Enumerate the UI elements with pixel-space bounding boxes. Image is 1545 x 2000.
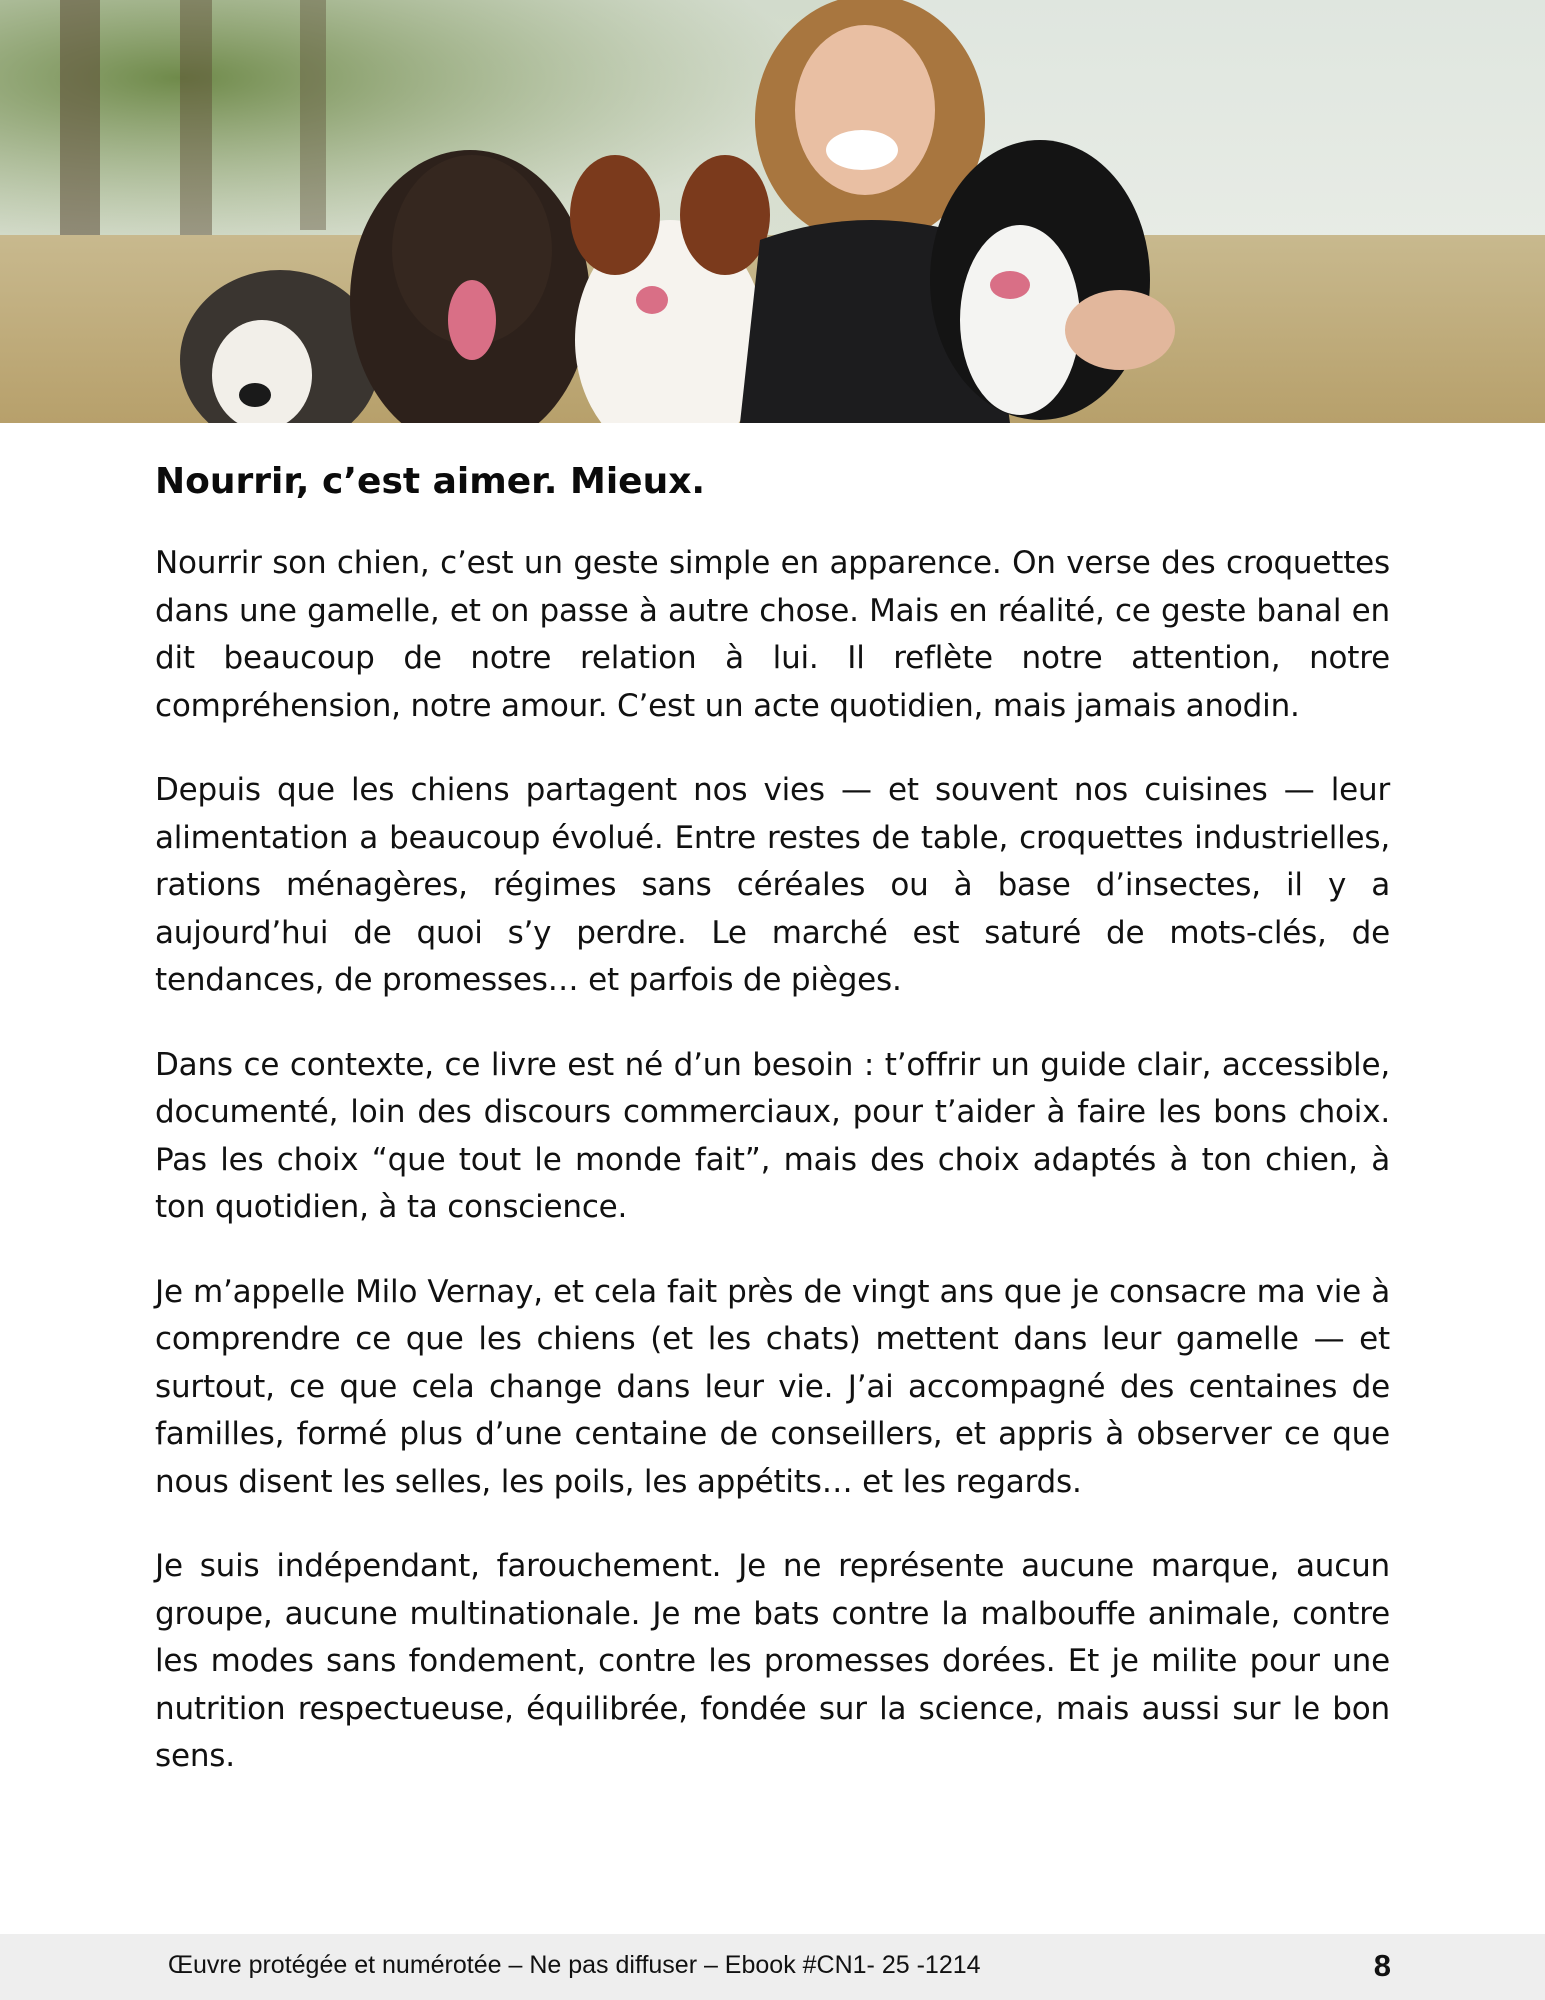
article-body — [155, 460, 1390, 1818]
paragraph-3: Dans ce contexte, ce livre est né d’un besoin : t’offrir un guide clair, accessible, documenté, loin des discours commerciaux, pour t’aider à faire les bons choix. Pas les choix “que tout le monde fait”, mais des choix adaptés à ton chien, à ton quotidien, à ta conscience. — [155, 1046, 1390, 1225]
paragraph-2: Depuis que les chiens partagent nos vies — et souvent nos cuisines — leur alimentation a beaucoup évolué. Entre restes de table, croquettes industrielles, rations ménagères, régimes sans céréales ou à base d’insectes, il y a aujourd’hui de quoi s’y perdre. Le marché est saturé de mots-clés, de tendances, de promesses… et parfois de pièges. — [155, 772, 1390, 998]
page-number: 8 — [1373, 1948, 1391, 1983]
paragraph-1: Nourrir son chien, c’est un geste simple en apparence. On verse des croquettes dans une gamelle, et on passe à autre chose. Mais en réalité, ce geste banal en dit beaucoup de notre relation à lui. Il reflète notre attention, notre compréhension, notre amour. C’est un acte quotidien, mais jamais anodin. — [155, 545, 1390, 724]
paragraph-4: Je m’appelle Milo Vernay, et cela fait près de vingt ans que je consacre ma vie à comprendre ce que les chiens (et les chats) mettent dans leur gamelle — et surtout, ce que cela change dans leur vie. J’ai accompagné des centaines de familles, formé plus d’une centaine de conseillers, et appris à observer ce que nous disent les selles, les poils, les appétits… et les regards. — [155, 1273, 1390, 1500]
paragraph-5: Je suis indépendant, farouchement. Je ne représente aucune marque, aucun groupe, aucune multinationale. Je me bats contre la malbouffe animale, contre les modes sans fondement, contre les promesses dorées. Et je milite pour une nutrition respectueuse, équilibrée, fondée sur la science, mais aussi sur le bon sens. — [155, 1548, 1390, 1774]
hero-photo-illustration — [0, 0, 1545, 423]
section-heading: Nourrir, c’est aimer. Mieux. — [155, 461, 706, 502]
footer-copyright: Œuvre protégée et numérotée – Ne pas diffuser – Ebook #CN1- 25 -1214 — [168, 1951, 981, 1979]
hero-photo — [0, 0, 1545, 423]
page-footer — [0, 1934, 1545, 2000]
